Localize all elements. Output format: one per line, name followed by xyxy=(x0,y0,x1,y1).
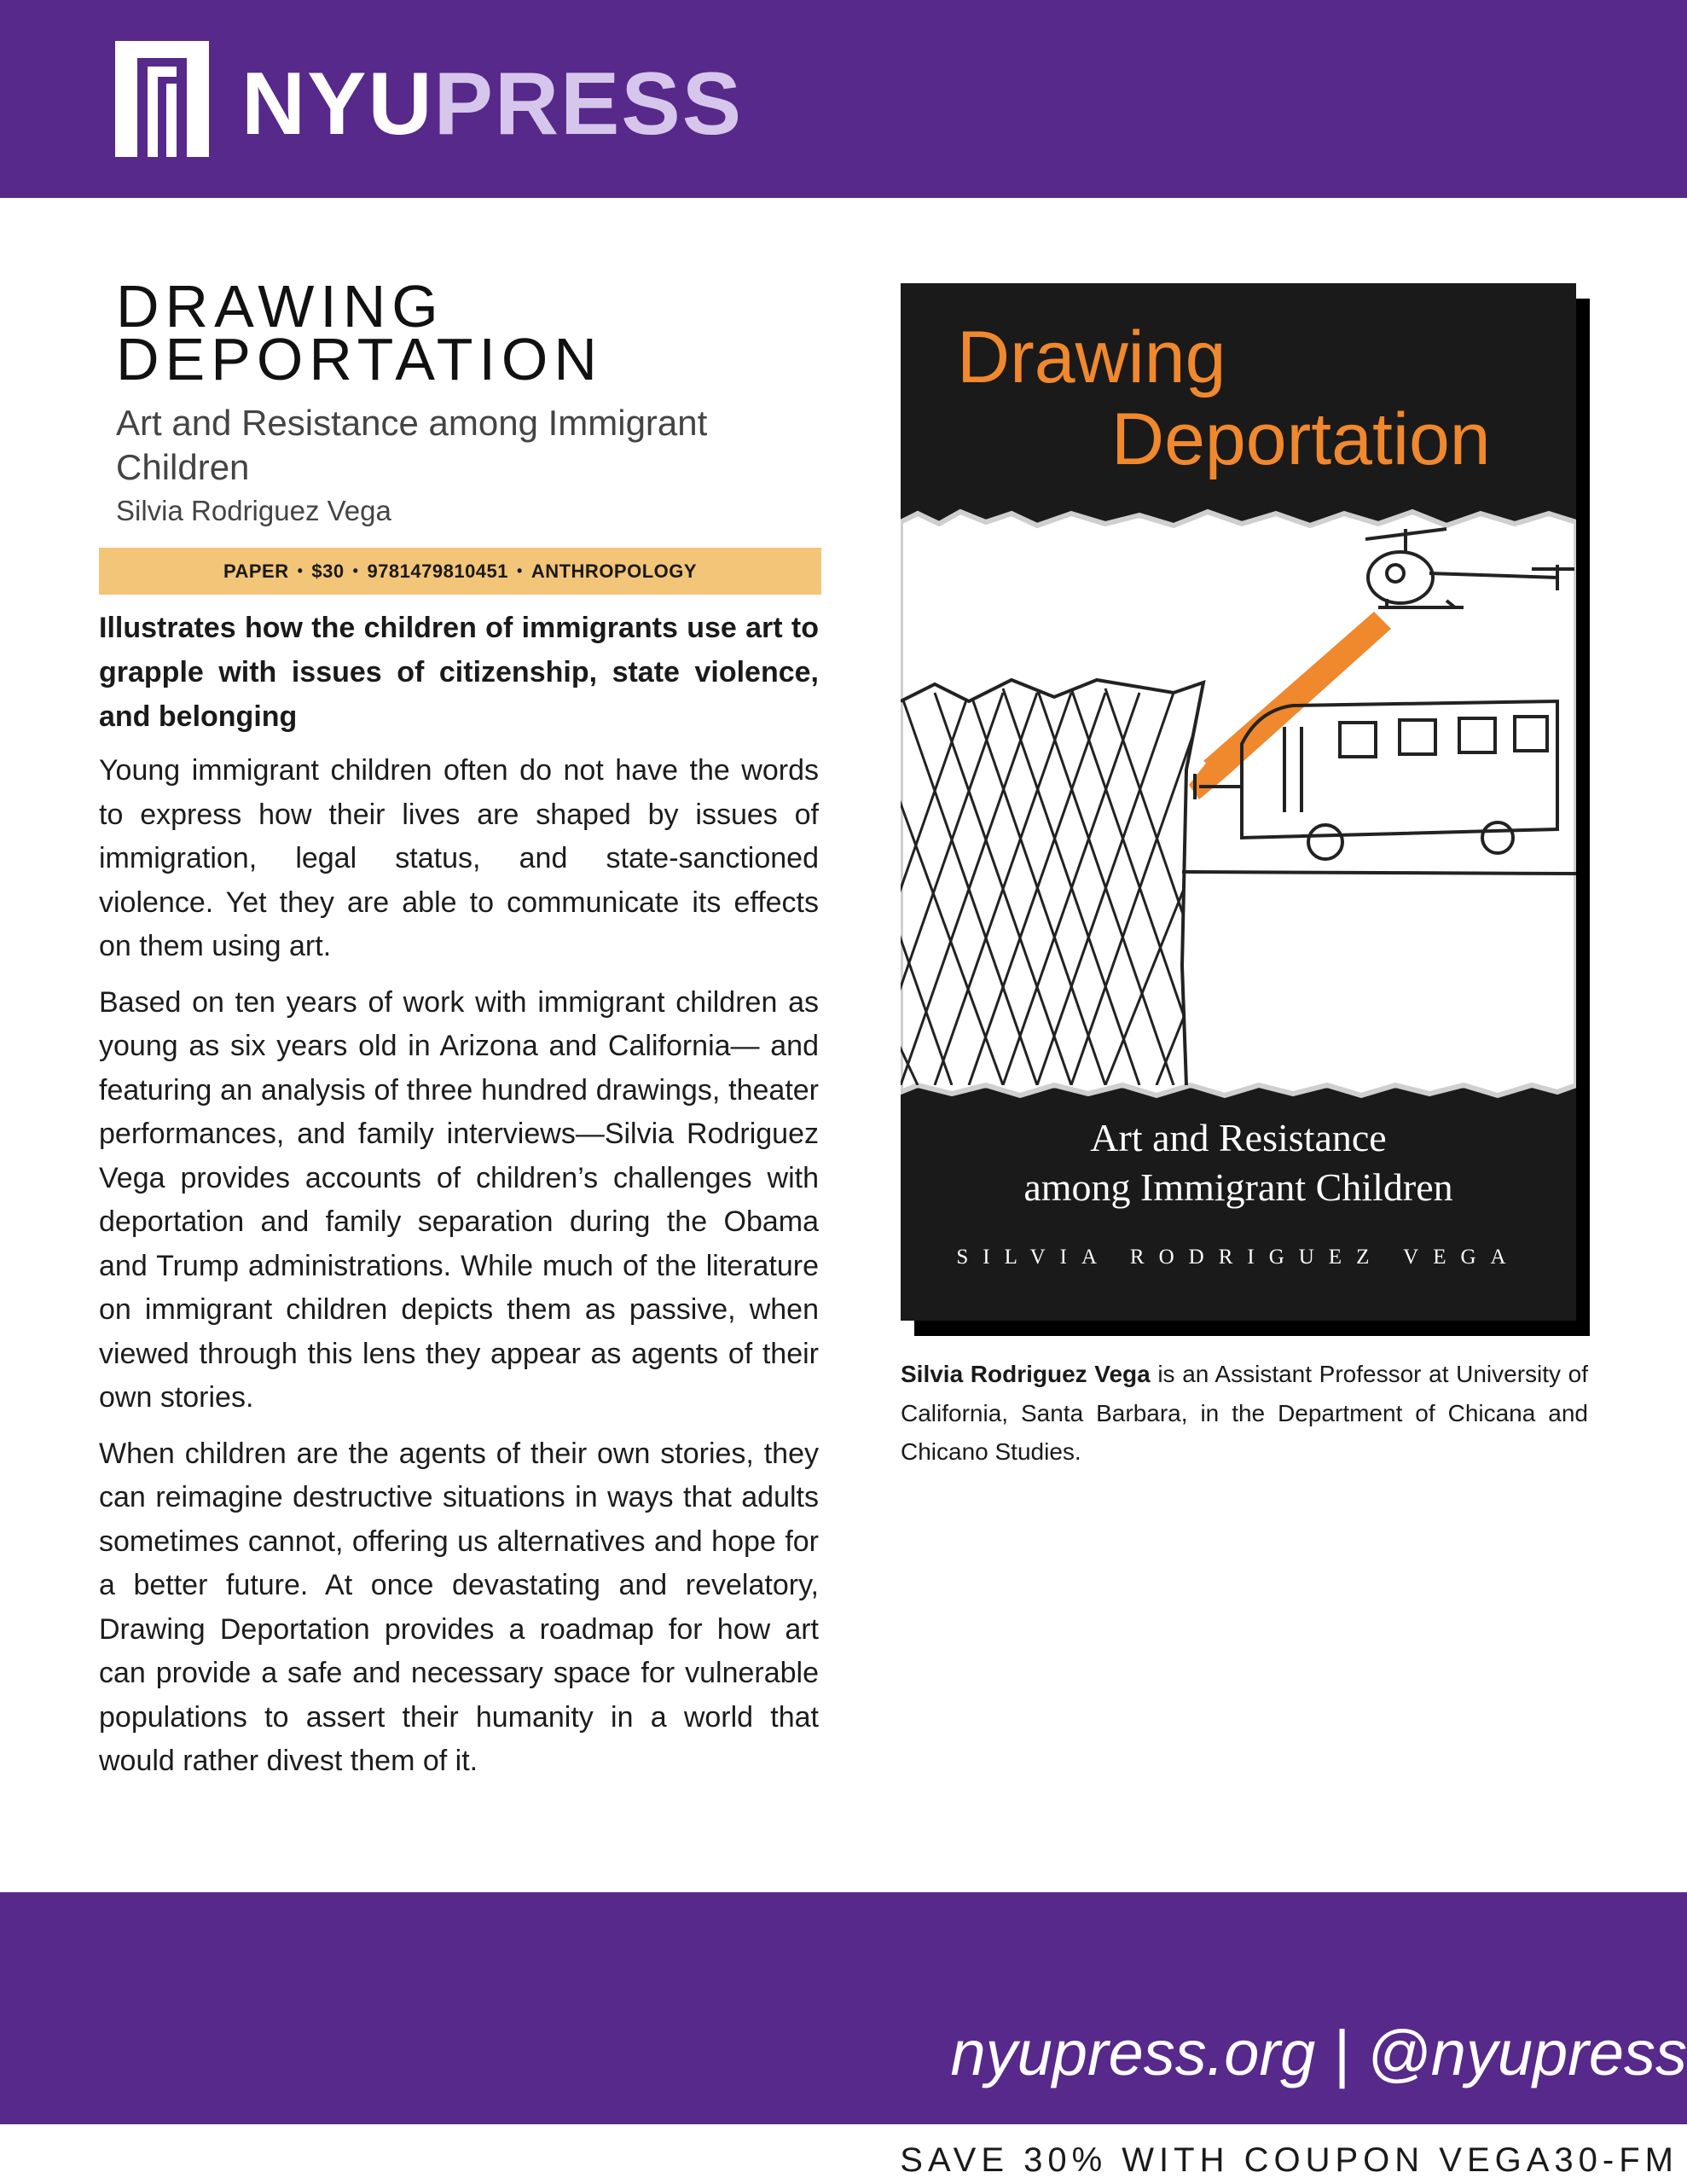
meta-isbn: 9781479810451 xyxy=(367,560,509,582)
brand-nyu: NYU xyxy=(241,55,434,154)
description-paragraph: When children are the agents of their own stories, they can reimagine destructive situations in ways that adults sometimes cannot, offering us alternatives and hope for a better future. At once devastating and revelatory, Drawing Deportation provides a roadmap for how art can provide a safe and necessary space for vulnerable populations to assert their humanity in a world that would rather divest them of it. xyxy=(99,1437,819,1777)
cover-drawing-illustration xyxy=(901,488,1576,1179)
brand-press: PRESS xyxy=(433,55,744,154)
author-bio-text: is an Assistant Professor at University of California, Santa Barbara, in the Department of Chicana and Chicano Studies. xyxy=(901,1361,1589,1465)
bullet-separator: • xyxy=(352,562,359,579)
footer-links[interactable]: nyupress.org | @nyupress xyxy=(950,2018,1687,2088)
bullet-separator: • xyxy=(297,562,304,579)
meta-subject: ANTHROPOLOGY xyxy=(530,560,698,582)
coupon-text: SAVE 30% WITH COUPON VEGA30-FM xyxy=(900,2141,1678,2179)
cover-subtitle xyxy=(901,1113,1576,1212)
cover-author: SILVIA RODRIGUEZ VEGA xyxy=(956,1246,1521,1269)
footer-banner xyxy=(0,1892,1687,2124)
cover-subtitle-line1: Art and Resistance xyxy=(1090,1116,1387,1159)
cover-title-line1: Drawing xyxy=(957,317,1226,398)
book-subtitle: Art and Resistance among Immigrant Children xyxy=(116,403,708,487)
book-cover[interactable] xyxy=(901,283,1576,1321)
brand-wordmark xyxy=(241,55,744,154)
bullet-separator: • xyxy=(517,562,523,579)
description-paragraph: Based on ten years of work with immigrant children as young as six years old in Arizona and California— and featuring an analysis of three hundred drawings, theater performances, and family interviews—Silvia Rodriguez Vega provides accounts of children’s challenges with deportation and family separation during the Obama and Trump administrations. While much of the literature on immigrant children depicts them as passive, when viewed through this lens they appear as agents of their own stories. xyxy=(99,985,819,1414)
book-author: Silvia Rodriguez Vega xyxy=(116,495,391,526)
torch-logo-icon xyxy=(115,41,209,157)
cover-subtitle-line2: among Immigrant Children xyxy=(1023,1165,1453,1209)
description-column xyxy=(99,606,819,1796)
book-title: DRAWING DEPORTATION xyxy=(116,273,603,392)
book-tagline: Illustrates how the children of immigrants use art to grapple with issues of citizenship, state violence, and belonging xyxy=(99,612,819,733)
author-bio xyxy=(901,1355,1588,1472)
book-meta-bar xyxy=(99,548,821,595)
cover-title-line2: Deportation xyxy=(1111,398,1491,480)
meta-format: PAPER xyxy=(223,560,289,582)
meta-price: $30 xyxy=(311,560,345,582)
header-banner xyxy=(0,0,1687,198)
author-bio-name: Silvia Rodriguez Vega xyxy=(901,1361,1151,1387)
description-paragraph: Young immigrant children often do not have the words to express how their lives are shaped by issues of immigration, legal status, and state-sanctioned violence. Yet they are able to communicate its effects on them using art. xyxy=(99,754,819,962)
